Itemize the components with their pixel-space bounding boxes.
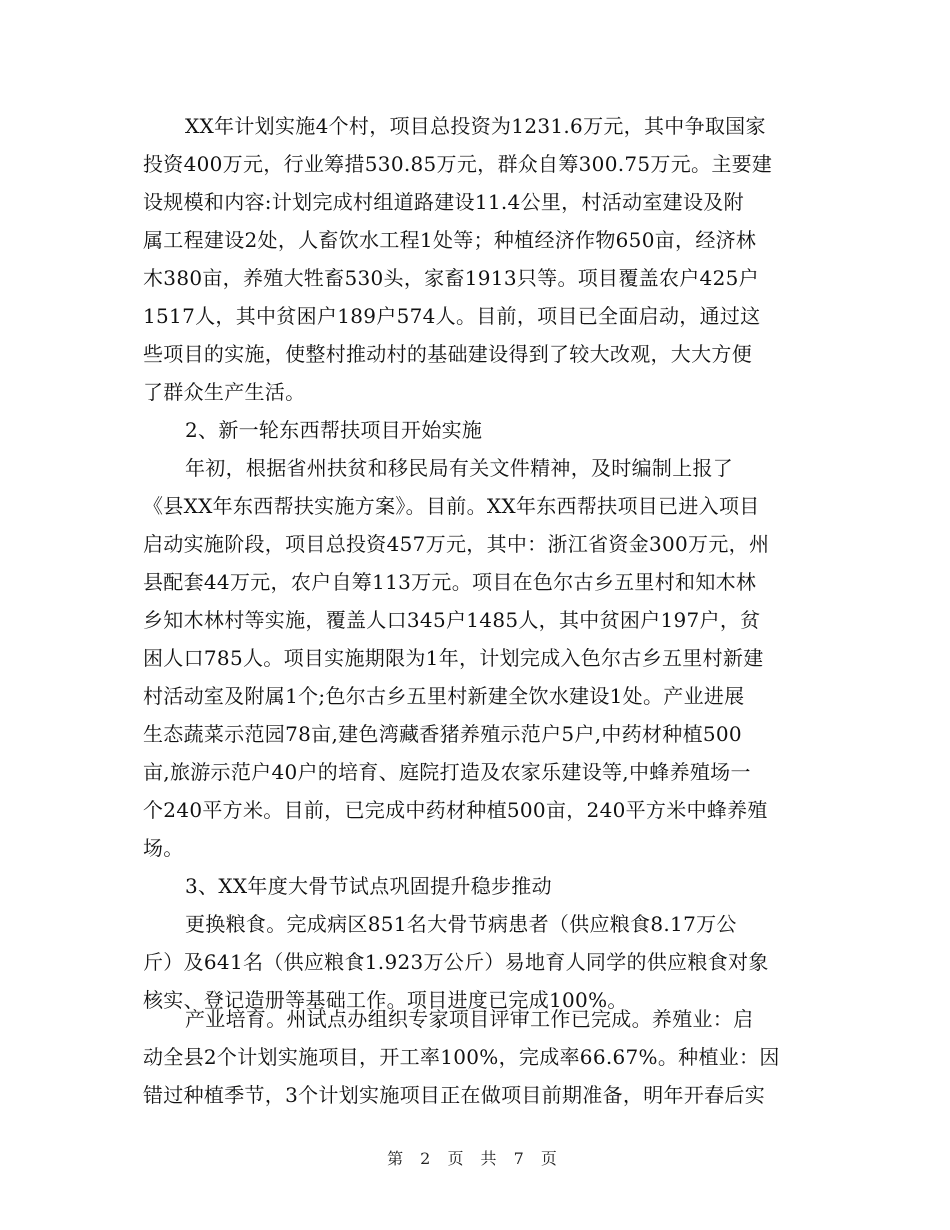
text-line: 县配套44万元，农户自筹113万元。项目在色尔古乡五里村和知木林 xyxy=(143,570,757,594)
text-line: 核实、登记造册等基础工作。项目进度已完成100%。 xyxy=(143,988,628,1012)
text-line: 错过种植季节，3个计划实施项目正在做项目前期准备，明年开春后实 xyxy=(143,1083,766,1107)
section-heading: 2、新一轮东西帮扶项目开始实施 xyxy=(185,418,483,442)
page-number-footer: 第 2 页 共 7 页 xyxy=(387,1149,563,1168)
text-line: 乡知木林村等实施，覆盖人口345户1485人，其中贫困户197户，贫 xyxy=(143,608,761,632)
text-line: 些项目的实施，使整村推动村的基础建设得到了较大改观，大大方便 xyxy=(143,342,752,366)
text-line: XX年计划实施4个村，项目总投资为1231.6万元，其中争取国家 xyxy=(185,114,766,138)
text-line: 属工程建设2处，人畜饮水工程1处等；种植经济作物650亩，经济林 xyxy=(143,228,757,252)
text-line: 场。 xyxy=(143,836,184,860)
text-line: 设规模和内容:计划完成村组道路建设11.4公里，村活动室建设及附 xyxy=(143,190,744,214)
text-line: 亩,旅游示范户40户的培育、庭院打造及农家乐建设等,中蜂养殖场一 xyxy=(143,760,751,784)
text-line: 斤）及641名（供应粮食1.923万公斤）易地育人同学的供应粮食对象 xyxy=(143,950,769,974)
text-line: 产业培育。州试点办组织专家项目评审工作已完成。养殖业：启 xyxy=(185,1007,754,1031)
text-line: 投资400万元，行业筹措530.85万元，群众自筹300.75万元。主要建 xyxy=(143,152,773,176)
section-heading-kashin-beck xyxy=(143,867,813,905)
section-heading-east-west xyxy=(143,411,813,449)
paragraph-industry-cultivation xyxy=(143,1000,813,1114)
paragraph-village-projects xyxy=(143,107,813,411)
text-line: 了群众生产生活。 xyxy=(143,380,306,404)
text-line: 更换粮食。完成病区851名大骨节病患者（供应粮食8.17万公 xyxy=(185,912,737,936)
text-line: 年初，根据省州扶贫和移民局有关文件精神，及时编制上报了 xyxy=(185,456,734,480)
text-line: 困人口785人。项目实施期限为1年，计划完成入色尔古乡五里村新建 xyxy=(143,646,764,670)
text-line: 1517人，其中贫困户189户574人。目前，项目已全面启动，通过这 xyxy=(143,304,761,328)
text-line: 个240平方米。目前，已完成中药材种植500亩，240平方米中蜂养殖 xyxy=(143,798,768,822)
text-line: 《县XX年东西帮扶实施方案》。目前。XX年东西帮扶项目已进入项目 xyxy=(143,494,760,518)
section-heading: 3、XX年度大骨节试点巩固提升稳步推动 xyxy=(185,874,552,898)
text-line: 动全县2个计划实施项目，开工率100%，完成率66.67%。种植业：因 xyxy=(143,1045,780,1069)
text-line: 启动实施阶段，项目总投资457万元，其中：浙江省资金300万元，州 xyxy=(143,532,770,556)
text-line: 村活动室及附属1个;色尔古乡五里村新建全饮水建设1处。产业进展 xyxy=(143,684,745,708)
text-line: 木380亩，养殖大牲畜530头，家畜1913只等。项目覆盖农户425户 xyxy=(143,266,759,290)
paragraph-east-west-aid xyxy=(143,449,813,867)
text-line: 生态蔬菜示范园78亩,建色湾藏香猪养殖示范户5户,中药材种植500 xyxy=(143,722,742,746)
